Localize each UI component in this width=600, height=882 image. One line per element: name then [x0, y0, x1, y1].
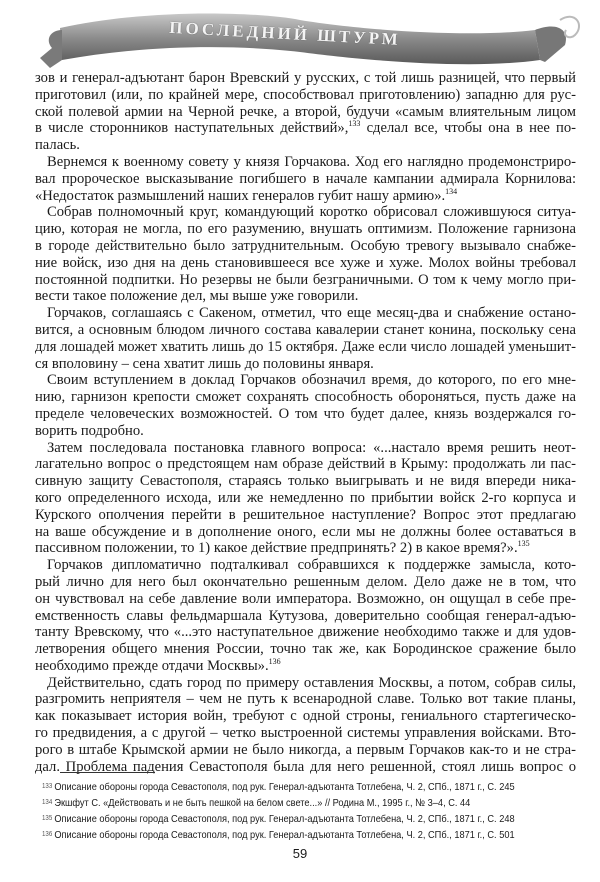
- text-line: вести такое положение дел, мы выше уже говорили.: [35, 288, 359, 305]
- text-line: кого определенного исхода, или же немедленно по прибытии войск 2-го корпуса и: [35, 489, 576, 506]
- text-line: вится, а основным блюдом личного состава кавалерии станет конина, поскольку сена: [35, 321, 576, 338]
- text-line: сивную защиту Севастополя, стараясь только выигрывать и не видя впереди ника-: [35, 473, 576, 490]
- text-line: как показывает история войн, требуют с одной строны, гениального стартегическо-: [35, 708, 576, 725]
- text-line: емственность славы фельдмаршала Кутузова, доверительно сообщая генерал-адъю-: [35, 607, 576, 624]
- text-line: зов и генерал-адъютант барон Вревский у русских, с той лишь разницей, что первый: [35, 70, 576, 86]
- paragraph: [35, 440, 576, 558]
- text-line: на ваше обсуждение и в дополнение оного, если мы не должны более оставаться в: [35, 523, 576, 540]
- paragraph: [35, 372, 576, 439]
- footnote-number: 134: [42, 799, 53, 806]
- text-line: «Недостаток размышлений наших генералов губит нашу армию».$^{134}$: [35, 186, 458, 204]
- text-line: рый лично для него был окончательно решенным делом. Дело даже не в том, что: [35, 573, 576, 590]
- footnote-text: Описание обороны города Севастополя, под рук. Генерал-адъютанта Тотлебена, Ч. 2, СПб., 1871 г., С. 501: [54, 829, 515, 841]
- text-line: танту Вревскому, что «...это наступательное движение необходимо также и для удов-: [35, 624, 576, 641]
- text-line: Вернемся к военному совету у князя Горчакова. Ход его наглядно продемонстриро-: [47, 153, 576, 170]
- text-line: пассивном положении, то 1) какое действие предпринять? 2) в какое время?».$^{135}$: [35, 539, 530, 557]
- footnote-divider: [60, 772, 155, 773]
- text-line: Курского ополчения перейти в решительное наступление? Вопрос этот предлагаю: [35, 506, 576, 523]
- footnote-number: 133: [42, 783, 53, 790]
- footnote-reference: 133: [348, 119, 361, 129]
- paragraph: [35, 204, 576, 305]
- text-line: ся вполовину – сена хватит лишь до половины января.: [35, 355, 374, 372]
- text-line: го предвидения, а с другой – четко выстроенной системы управления войсками. Вто-: [35, 725, 576, 742]
- text-line: разгромить неприятеля – чем не путь к всенародной славе. Только вот такие планы,: [35, 691, 576, 708]
- footnote: [42, 779, 515, 795]
- text-line: палась.: [35, 137, 80, 154]
- page-number: 59: [292, 846, 308, 861]
- text-line: вал пророческое высказывание погибшего в начале кампании адмирала Корнилова:: [35, 170, 576, 187]
- footnotes: [42, 779, 515, 843]
- text-line: ворить подробно.: [35, 422, 144, 439]
- text-line: цию, которая не могла, по его разумению, внушать оптимизм. Положение гарнизона: [35, 221, 576, 238]
- paragraph: [35, 305, 576, 372]
- text-line: необходимо прежде отдачи Москвы».$^{136}$: [35, 656, 281, 674]
- body-text: [35, 70, 576, 775]
- footnote-reference: 136: [268, 656, 281, 666]
- text-line: пределе человеческих возможностей. О том что будет далее, князь воздержался го-: [35, 405, 576, 422]
- text-line: дал. Проблема падения Севастополя была для него решенной, стоял лишь вопрос о: [35, 758, 576, 775]
- text-line: в городе действительно было затруднительным. Особую тревогу вызывало снабже-: [35, 237, 576, 254]
- paragraph: [35, 154, 576, 204]
- text-line: для лошадей может хватить лишь до 15 октября. Даже если число лошадей уменьшит-: [35, 338, 576, 355]
- text-line: летворения общего мнения России, точно так же, как Бородинское сражение было: [35, 641, 576, 658]
- footnote-reference: 135: [517, 539, 530, 549]
- paragraph: [35, 675, 576, 776]
- footnote-text: Описание обороны города Севастополя, под рук. Генерал-адъютанта Тотлебена, Ч. 2, СПб., 1871 г., С. 245: [54, 781, 515, 793]
- text-line: Действительно, сдать город по примеру оставления Москвы, а потом, собрав силы,: [47, 674, 576, 691]
- footnote-number: 135: [42, 815, 53, 822]
- footnote-number: 136: [42, 831, 53, 838]
- text-line: Собрав полномочный круг, командующий коротко обрисовал сложившуюся ситуа-: [47, 204, 576, 221]
- footnote: [42, 795, 515, 811]
- text-line: он чувствовал на себе давление воли императора. Возможно, он ощущал в себе пре-: [35, 590, 576, 607]
- footnote: [42, 811, 515, 827]
- text-line: Горчаков, соглашаясь с Сакеном, отметил, что еще месяц-два и снабжение остано-: [47, 305, 576, 322]
- text-line: ской полевой армии на Черной речке, а второй, будучи «самым влиятельным лицом: [35, 103, 576, 120]
- paragraph: [35, 557, 576, 675]
- text-line: Затем последовала постановка главного вопроса: «...настало время решить неот-: [47, 439, 576, 456]
- footnote: [42, 827, 515, 843]
- footnote-reference: 134: [445, 186, 458, 196]
- footnote-text: Экшфут С. «Действовать и не быть пешкой на белом свете...» // Родина М., 1995 г., № 3–4, С. 44: [54, 797, 471, 809]
- text-line: Своим вступлением в доклад Горчаков обозначил время, до которого, по его мне-: [47, 372, 576, 389]
- chapter-title: ПОСЛЕДНИЙ ШТУРМ: [168, 17, 402, 50]
- text-line: нию, гарнизон крепости сможет сохранять способность обороняться, пусть даже на: [35, 389, 576, 406]
- text-line: рого в штабе Крымской армии не было никогда, а первым Горчаков как-то и не стра-: [35, 741, 576, 758]
- paragraph: [35, 70, 576, 154]
- text-line: в числе сторонников наступательных действий»,$^{133}$ сделал все, чтобы она в нее по-: [35, 119, 577, 137]
- text-line: Горчаков дипломатично подталкивал собравшихся к поддержке замысла, кото-: [47, 557, 576, 574]
- text-line: ние войск, изо дня на день становившееся все хуже и хуже. Молох войны требовал: [35, 254, 576, 271]
- footnote-text: Описание обороны города Севастополя, под рук. Генерал-адъютанта Тотлебена, Ч. 2, СПб., 1871 г., С. 248: [54, 813, 515, 825]
- text-line: приготовил (или, по крайней мере, способствовал приготовлению) западню для рус-: [35, 86, 576, 103]
- text-line: лагательно вопрос о предстоящем нам образе действий в Крыму: продолжать ли пас-: [35, 456, 576, 473]
- text-line: постоянной подпитки. Но резервы не были безграничными. О том к чему могло при-: [35, 271, 576, 288]
